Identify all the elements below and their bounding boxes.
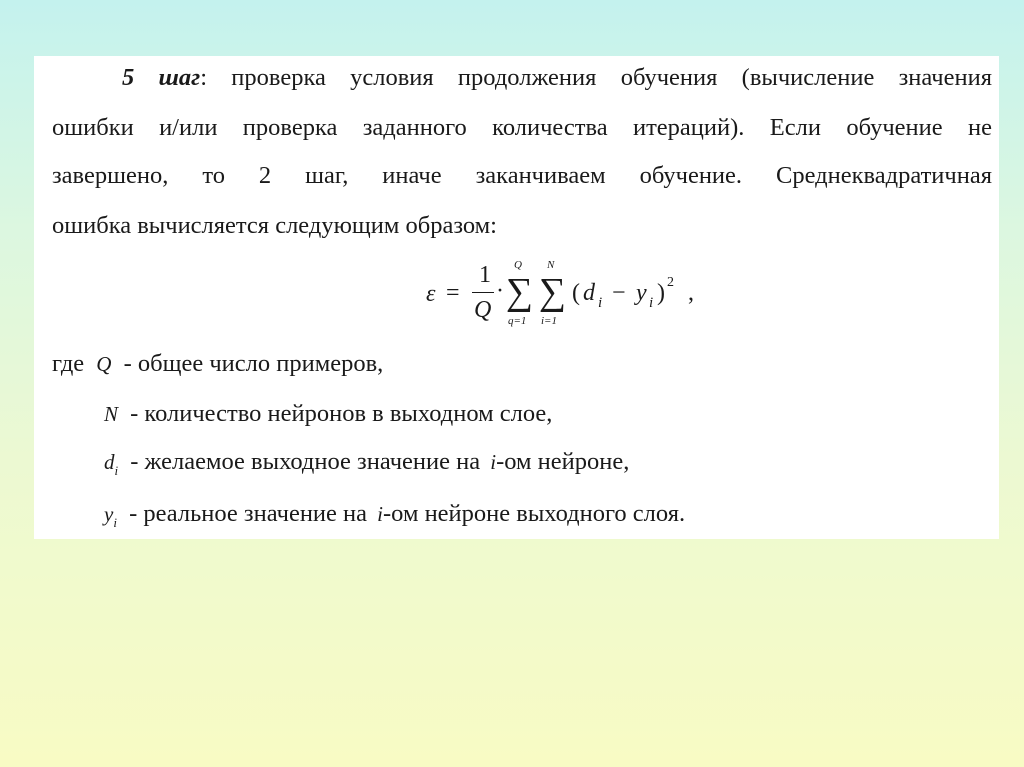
definition-q — [52, 350, 383, 378]
text-line-3: завершено, то 2 шаг, иначе заканчиваем обучение. Среднеквадратичная — [52, 162, 992, 189]
sum2-sigma: ∑ — [539, 271, 567, 313]
sum1-lower-limit: q=1 — [508, 315, 527, 327]
d-description-part1: - желаемое выходное значение на — [130, 448, 481, 475]
step-description: : проверка условия продолжения обучения (вычисление значения — [200, 64, 992, 91]
definition-y — [104, 500, 685, 528]
y-subscript: i — [649, 295, 654, 311]
y-symbol-subscript: i — [113, 515, 117, 530]
y-symbol: y — [104, 502, 114, 526]
y-variable: y — [636, 280, 647, 306]
n-symbol: N — [104, 402, 119, 426]
y-index-i: i — [377, 502, 383, 526]
multiply-dot: · — [496, 278, 504, 304]
q-description: - общее число примеров, — [123, 350, 384, 377]
open-paren: ( — [572, 280, 580, 306]
d-subscript: i — [598, 295, 603, 311]
d-description-part2: -ом нейроне, — [496, 448, 630, 475]
definition-d — [104, 448, 629, 476]
sum1-sigma: ∑ — [506, 271, 534, 313]
d-symbol: d — [104, 450, 115, 474]
text-line-4: ошибка вычисляется следующим образом: — [52, 212, 497, 239]
text-line-2: ошибки и/или проверка заданного количества итераций). Если обучение не — [52, 114, 992, 141]
minus-sign: − — [612, 280, 626, 306]
d-index-i: i — [490, 450, 497, 474]
slide-content-box — [34, 56, 999, 539]
y-description-part2: -ом нейроне выходного слоя. — [383, 500, 686, 527]
equals-sign: = — [446, 280, 460, 306]
close-paren: ) — [657, 280, 665, 306]
error-formula — [426, 259, 726, 339]
fraction-denominator: Q — [474, 297, 492, 323]
d-variable: d — [583, 280, 595, 306]
step-label: 5 шаг — [122, 64, 201, 91]
fraction-bar — [472, 292, 494, 293]
epsilon-symbol: ε — [426, 281, 436, 307]
definition-n — [104, 400, 552, 428]
where-word: где — [52, 350, 85, 377]
d-symbol-subscript: i — [114, 463, 119, 478]
q-symbol: Q — [96, 352, 112, 376]
formula-comma: , — [688, 280, 694, 306]
sum2-upper-limit: N — [547, 259, 555, 271]
y-description-part1: - реальное значение на — [129, 500, 368, 527]
sum2-lower-limit: i=1 — [541, 315, 557, 327]
sum1-upper-limit: Q — [514, 259, 522, 271]
text-line-1 — [122, 64, 992, 92]
fraction-numerator: 1 — [479, 262, 491, 288]
n-description: - количество нейронов в выходном слое, — [130, 400, 553, 427]
exponent: 2 — [667, 275, 674, 290]
